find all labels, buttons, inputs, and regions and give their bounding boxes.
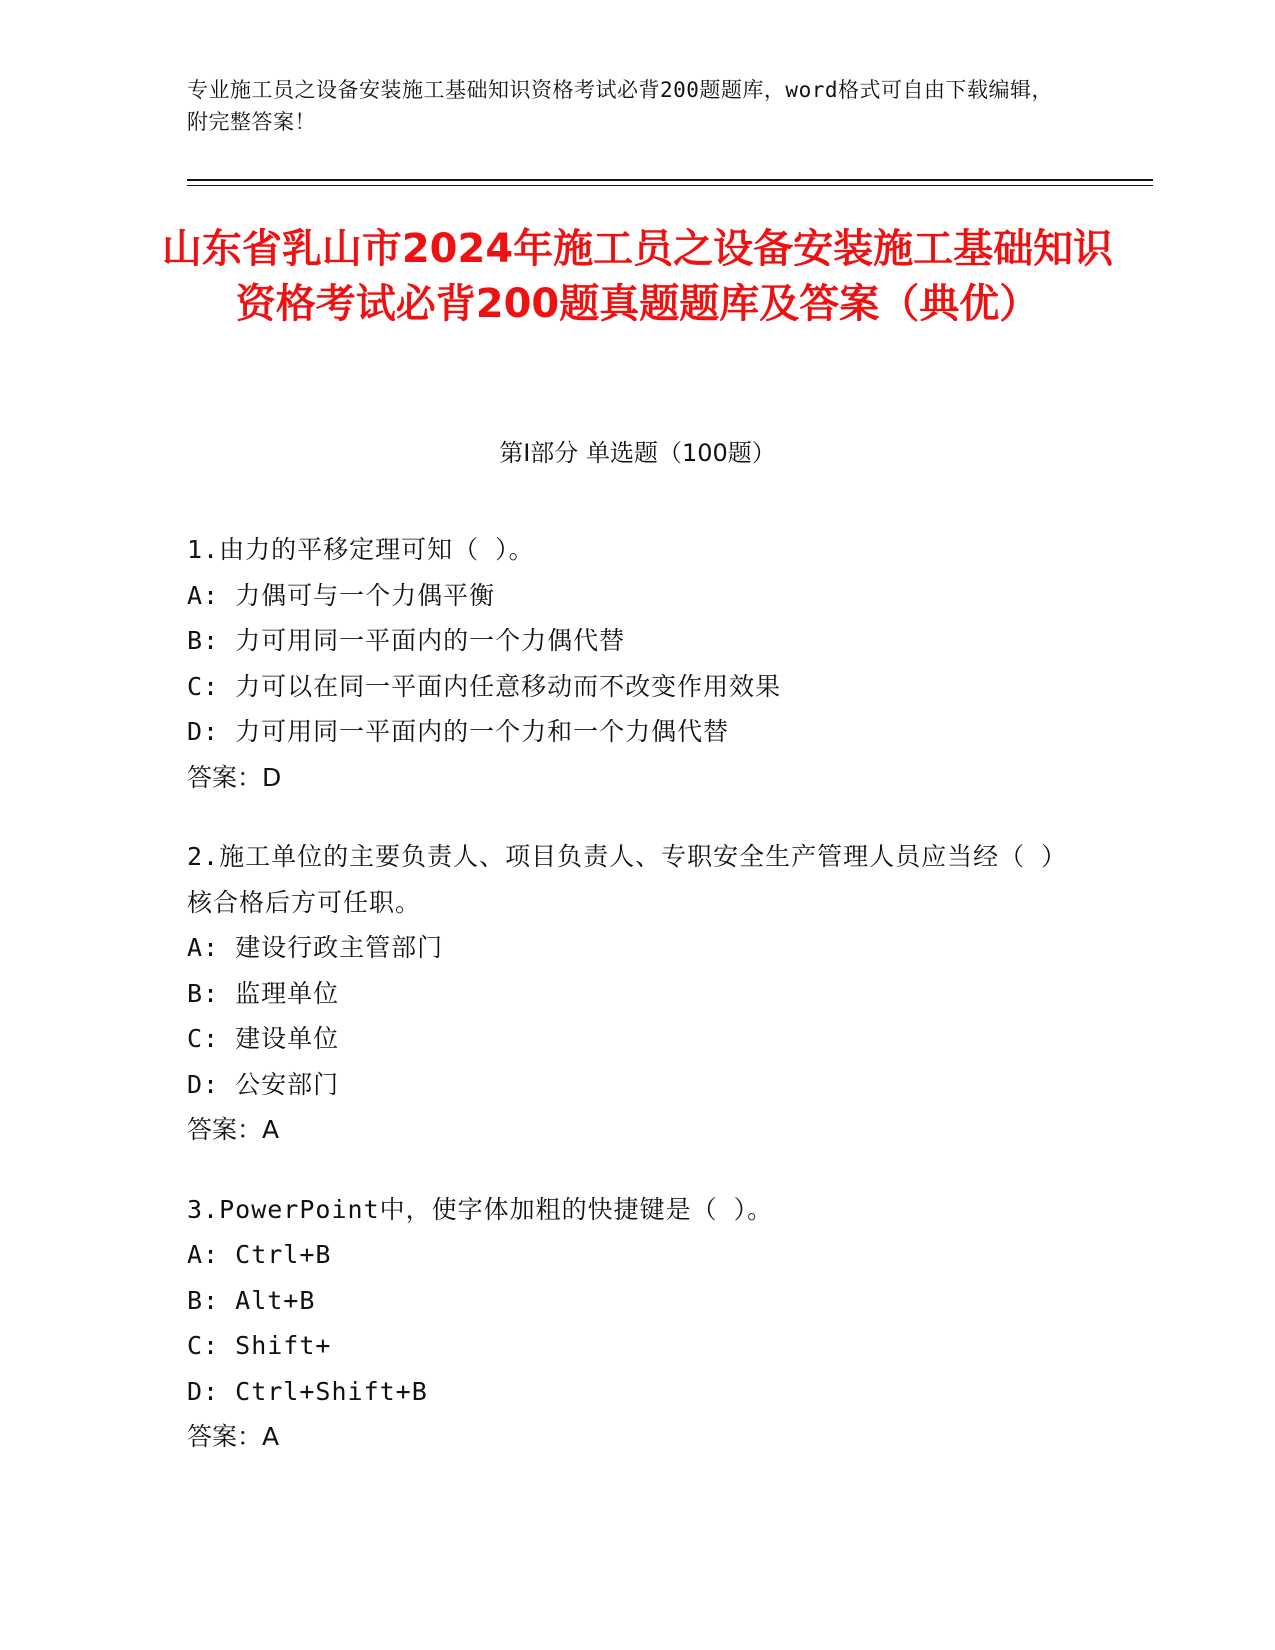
header-note: 专业施工员之设备安装施工基础知识资格考试必背200题题库，word格式可自由下载编辑，附完整答案！ xyxy=(187,78,1053,134)
answer: 答案：D xyxy=(187,762,282,792)
answer: 答案：A xyxy=(187,1422,280,1451)
option-b: B: 力可用同一平面内的一个力偶代替 xyxy=(187,626,626,655)
question-list xyxy=(187,527,1067,1494)
header-divider-thick xyxy=(187,179,1153,181)
document-title: 山东省乳山市2024年施工员之设备安装施工基础知识资格考试必背200题真题题库及答案（典优） xyxy=(161,226,1114,327)
question-2 xyxy=(187,834,1067,1153)
option-b: B: Alt+B xyxy=(187,1285,316,1315)
option-a: A: 建设行政主管部门 xyxy=(187,933,444,962)
answer: 答案：A xyxy=(187,1115,280,1144)
section-title: 第I部分 单选题（100题） xyxy=(499,439,776,467)
option-a: A: 力偶可与一个力偶平衡 xyxy=(187,580,496,610)
question-stem: 1.由力的平移定理可知（ ）。 xyxy=(187,535,535,564)
option-b: B: 监理单位 xyxy=(187,978,340,1008)
question-1 xyxy=(187,527,1067,800)
option-c: C: 建设单位 xyxy=(187,1024,340,1053)
option-d: D: Ctrl+Shift+B xyxy=(187,1376,428,1406)
option-d: D: 公安部门 xyxy=(187,1069,340,1099)
option-c: C: Shift+ xyxy=(187,1331,332,1360)
option-d: D: 力可用同一平面内的一个力和一个力偶代替 xyxy=(187,717,730,746)
option-c: C: 力可以在同一平面内任意移动而不改变作用效果 xyxy=(187,671,782,701)
header-divider-thin xyxy=(187,185,1153,186)
question-stem: 3.PowerPoint中，使字体加粗的快捷键是（ ）。 xyxy=(187,1194,774,1224)
option-a: A: Ctrl+B xyxy=(187,1240,332,1269)
question-stem: 2.施工单位的主要负责人、项目负责人、专职安全生产管理人员应当经（ ）核合格后方可任职。 xyxy=(187,842,1055,917)
question-3 xyxy=(187,1187,1067,1460)
